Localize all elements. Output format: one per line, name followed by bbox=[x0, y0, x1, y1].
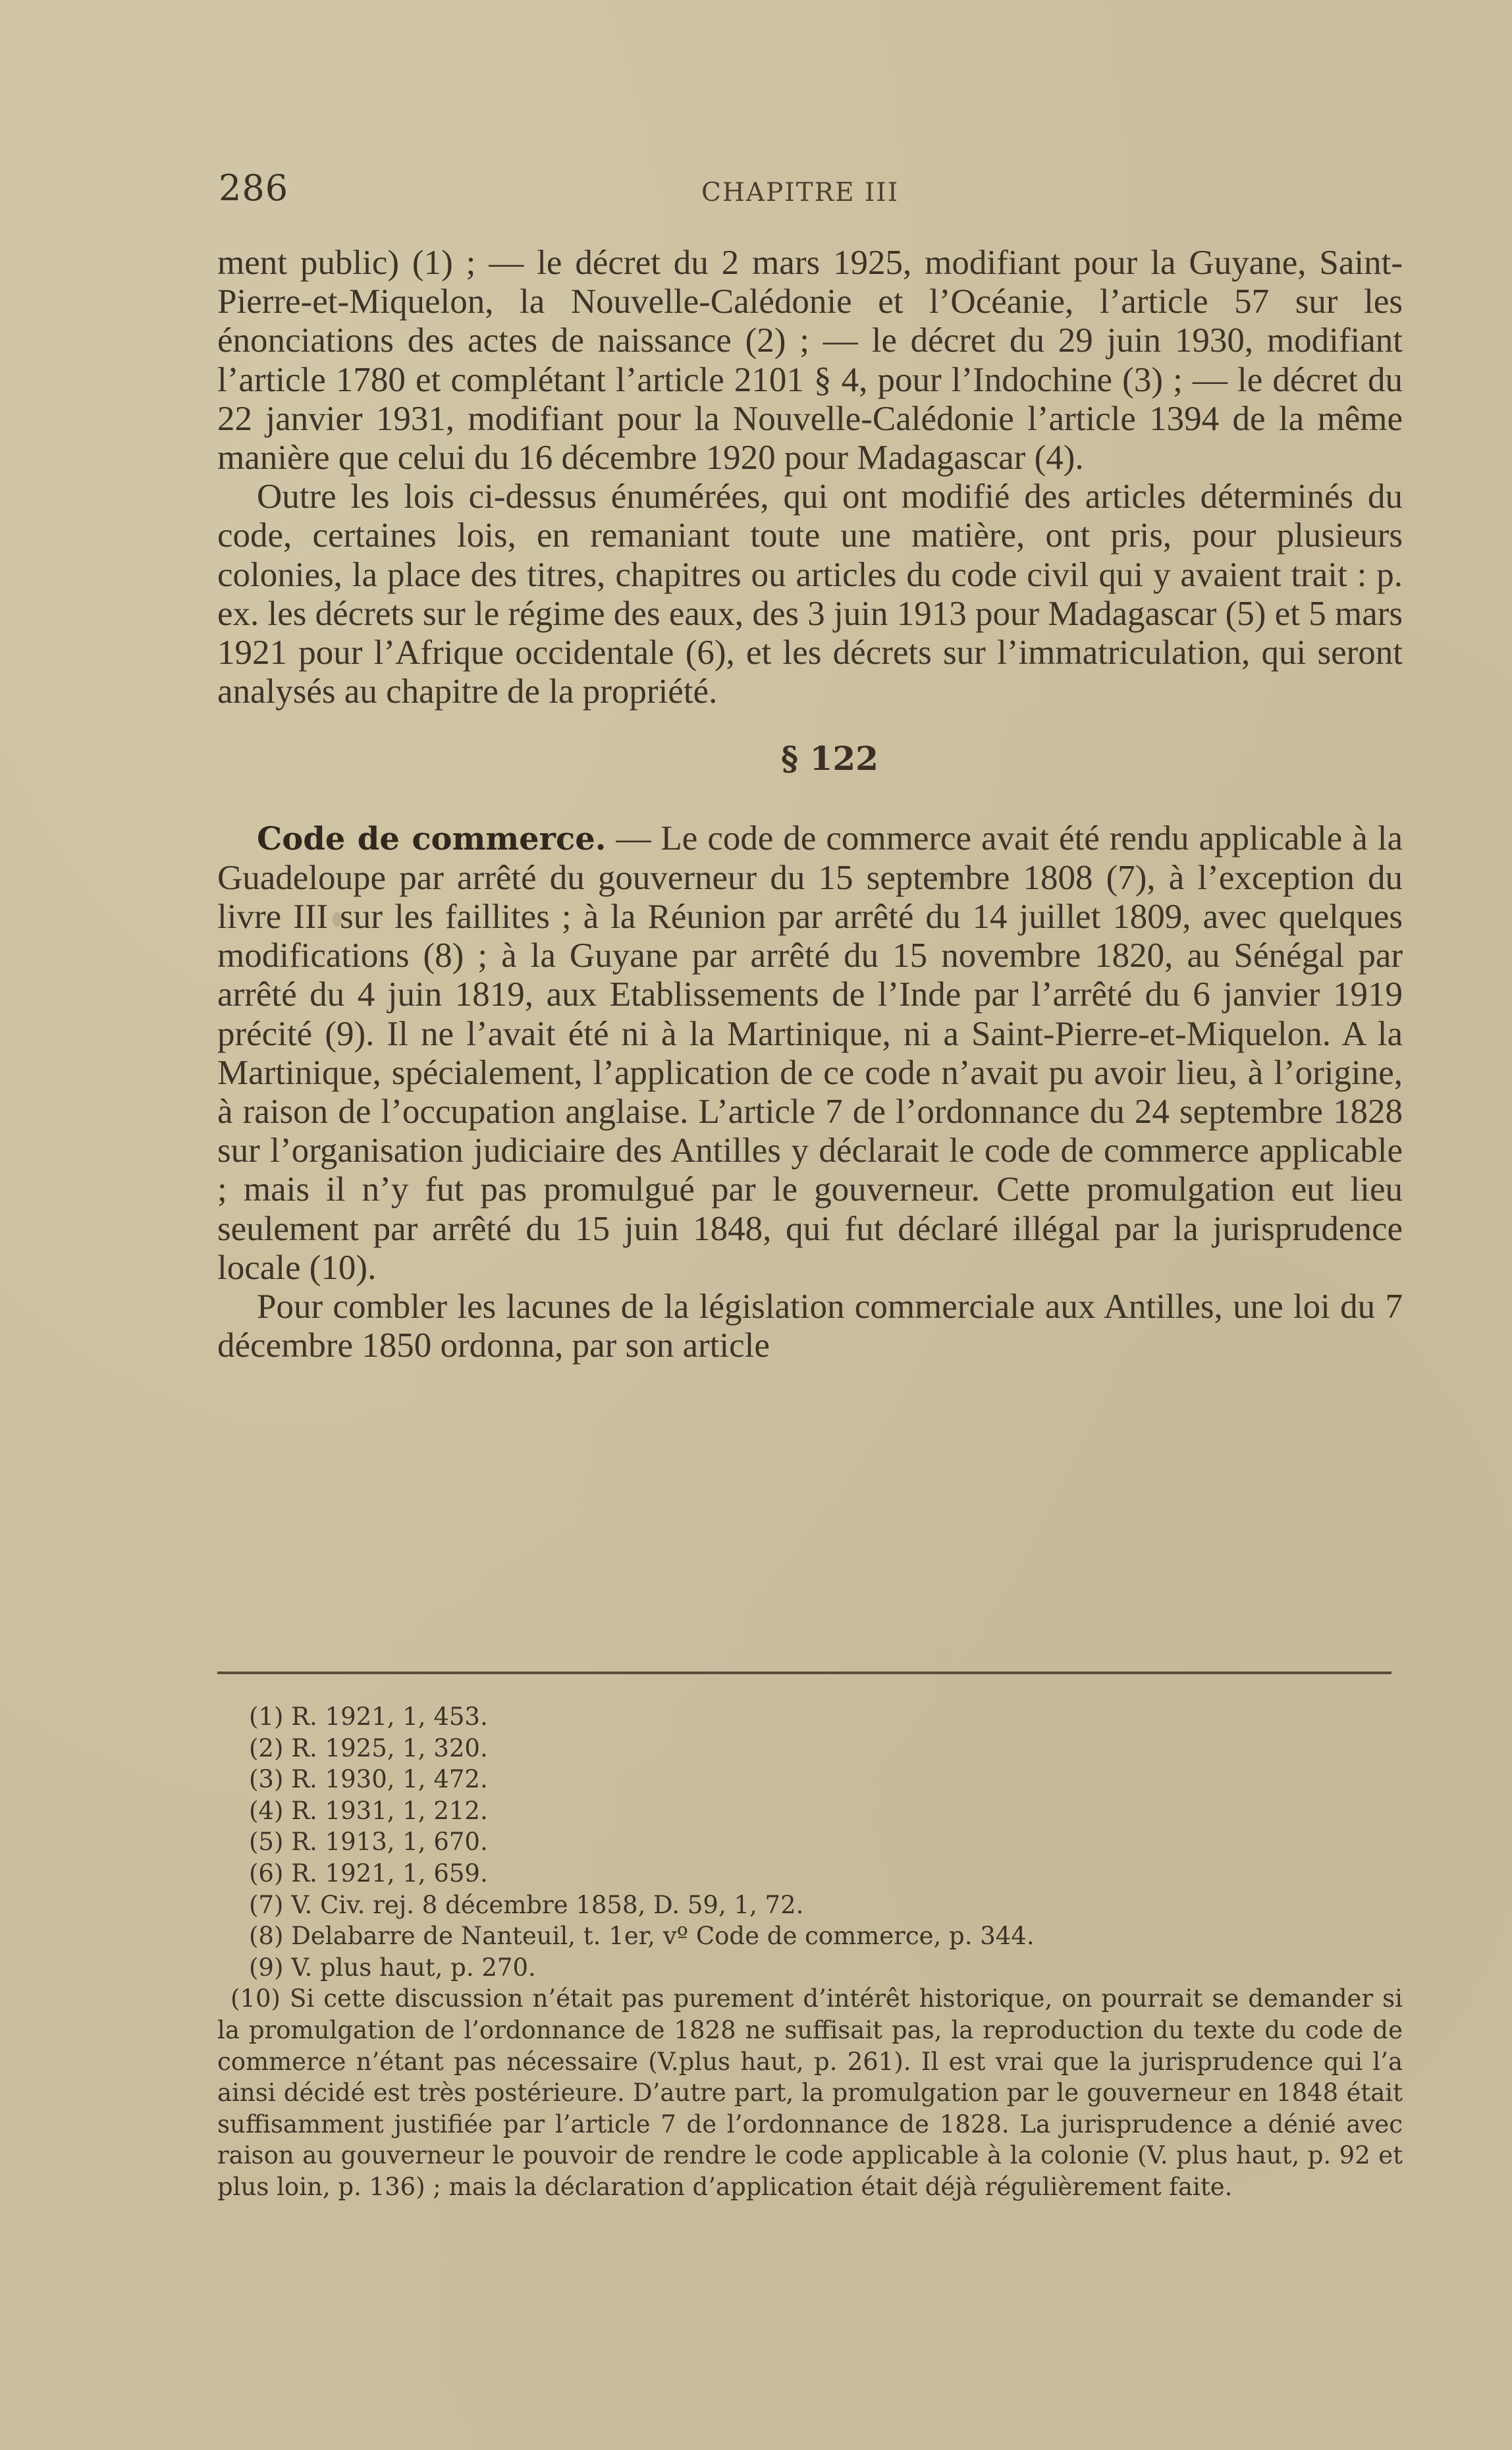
page-number: 286 bbox=[219, 167, 289, 209]
footnote-separator bbox=[217, 1672, 1391, 1674]
footnote-text: R. 1913, 1, 670. bbox=[291, 1828, 488, 1857]
footnote-number: (8) bbox=[249, 1922, 284, 1951]
footnote-10 bbox=[217, 1983, 1403, 2202]
footnote-number: (3) bbox=[249, 1765, 284, 1794]
footnote-number: (10) bbox=[230, 1984, 281, 2013]
footnote-text: R. 1925, 1, 320. bbox=[291, 1733, 488, 1762]
footnote-number: (2) bbox=[249, 1733, 284, 1762]
chapter-title: CHAPITRE III bbox=[701, 178, 900, 207]
footnote-number: (4) bbox=[249, 1796, 284, 1825]
paper-speck bbox=[333, 912, 342, 927]
footnote-text: V. Civ. rej. 8 décembre 1858, D. 59, 1, 72. bbox=[291, 1890, 804, 1919]
run-in-title: Code de commerce. bbox=[257, 820, 607, 858]
paper-speck bbox=[943, 873, 950, 883]
footnote-text: Si cette discussion n’était pas purement d’intérêt historique, on pourrait se demander si la promulgation de l’ordonnance de 1828 ne suffisait pas, la reproduction du texte du code de commerce n’étant pas nécessaire (V.plus haut, p. 261). Il est vrai que la jurisprudence qui l’a ainsi décidé est très postérieure. D’autre part, la promulgation par le gouverneur en 1848 était suffisamment justifiée par l’article 7 de l’ordonnance de 1828. La jurisprudence a dénié avec raison au gouverneur le pouvoir de rendre le code applicable à la colonie (V. plus haut, p. 92 et plus loin, p. 136) ; mais la déclaration d’application était déjà régulièrement faite. bbox=[217, 1984, 1403, 2201]
footnote-8 bbox=[217, 1920, 1403, 1952]
footnote-5 bbox=[217, 1826, 1403, 1858]
footnote-text: V. plus haut, p. 270. bbox=[291, 1953, 536, 1982]
footnote-1 bbox=[217, 1701, 1403, 1733]
running-head bbox=[217, 163, 1403, 216]
footnote-text: Delabarre de Nanteuil, t. 1er, vº Code de commerce, p. 344. bbox=[291, 1922, 1035, 1951]
footnote-text: R. 1930, 1, 472. bbox=[291, 1765, 488, 1794]
footnote-number: (9) bbox=[249, 1953, 284, 1982]
footnote-4 bbox=[217, 1795, 1403, 1827]
book-page bbox=[217, 163, 1403, 2201]
footnote-number: (1) bbox=[249, 1702, 284, 1731]
paragraph-continuation: ment public) (1) ; — le décret du 2 mars 1925, modifiant pour la Guyane, Saint-Pierre-et-Miquelon, la Nouvelle-Calédonie et l’Océanie, l’article 57 sur les énonciations des actes de naissance (2) ; — le décret du 29 juin 1930, modifiant l’article 1780 et complétant l’article 2101 § 4, pour l’Indochine (3) ; — le décret du 22 janvier 1931, modifiant pour la Nouvelle-Calédonie l’article 1394 de la même manière que celui du 16 décembre 1920 pour Madagascar (4). bbox=[217, 244, 1403, 477]
paragraph-outre-les-lois: Outre les lois ci-dessus énumérées, qui ont modifié des articles déterminés du code, certaines lois, en remaniant toute une matière, ont pris, pour plusieurs colonies, la place des titres, chapitres ou articles du code civil qui y avaient trait : p. ex. les décrets sur le régime des eaux, des 3 juin 1913 pour Madagascar (5) et 5 mars 1921 pour l’Afrique occidentale (6), et les décrets sur l’immatriculation, qui seront analysés au chapitre de la propriété. bbox=[217, 477, 1403, 711]
footnotes bbox=[217, 1701, 1403, 2203]
main-text bbox=[217, 244, 1403, 1365]
footnote-6 bbox=[217, 1858, 1403, 1890]
section-heading: § 122 bbox=[781, 739, 878, 778]
footnote-number: (7) bbox=[249, 1890, 284, 1919]
paragraph-text: — Le code de commerce avait été rendu applicable à la Guadeloupe par arrêté du gouverneur du 15 septembre 1808 (7), à l’exception du livre III sur les faillites ; à la Réunion par arrêté du 14 juillet 1809, avec quelques modifications (8) ; à la Guyane par arrêté du 15 novembre 1820, au Sénégal par arrêté du 4 juin 1819, aux Etablissements de l’Inde par l’arrêté du 6 janvier 1919 précité (9). Il ne l’avait été ni à la Martinique, ni a Saint-Pierre-et-Miquelon. A la Martinique, spécialement, l’application de ce code n’avait pu avoir lieu, à l’origine, à raison de l’occupation anglaise. L’article 7 de l’ordonnance du 24 septembre 1828 sur l’organisation judiciaire des Antilles y déclarait le code de commerce applicable ; mais il n’y fut pas promulgué par le gouverneur. Cette promulgation eut lieu seulement par arrêté du 15 juin 1848, qui fut déclaré illégal par la jurisprudence locale (10). bbox=[217, 819, 1403, 1287]
footnote-text: R. 1931, 1, 212. bbox=[291, 1796, 488, 1825]
paragraph-pour-combler: Pour combler les lacunes de la législation commerciale aux Antilles, une loi du 7 décembre 1850 ordonna, par son article bbox=[217, 1288, 1403, 1365]
footnote-number: (6) bbox=[249, 1859, 284, 1888]
footnote-2 bbox=[217, 1733, 1403, 1764]
footnote-text: R. 1921, 1, 453. bbox=[291, 1702, 488, 1731]
footnote-7 bbox=[217, 1890, 1403, 1921]
footnote-9 bbox=[217, 1952, 1403, 1984]
footnote-number: (5) bbox=[249, 1828, 284, 1857]
paragraph-code-de-commerce bbox=[217, 819, 1403, 1288]
footnote-3 bbox=[217, 1764, 1403, 1795]
footnote-text: R. 1921, 1, 659. bbox=[291, 1859, 488, 1888]
